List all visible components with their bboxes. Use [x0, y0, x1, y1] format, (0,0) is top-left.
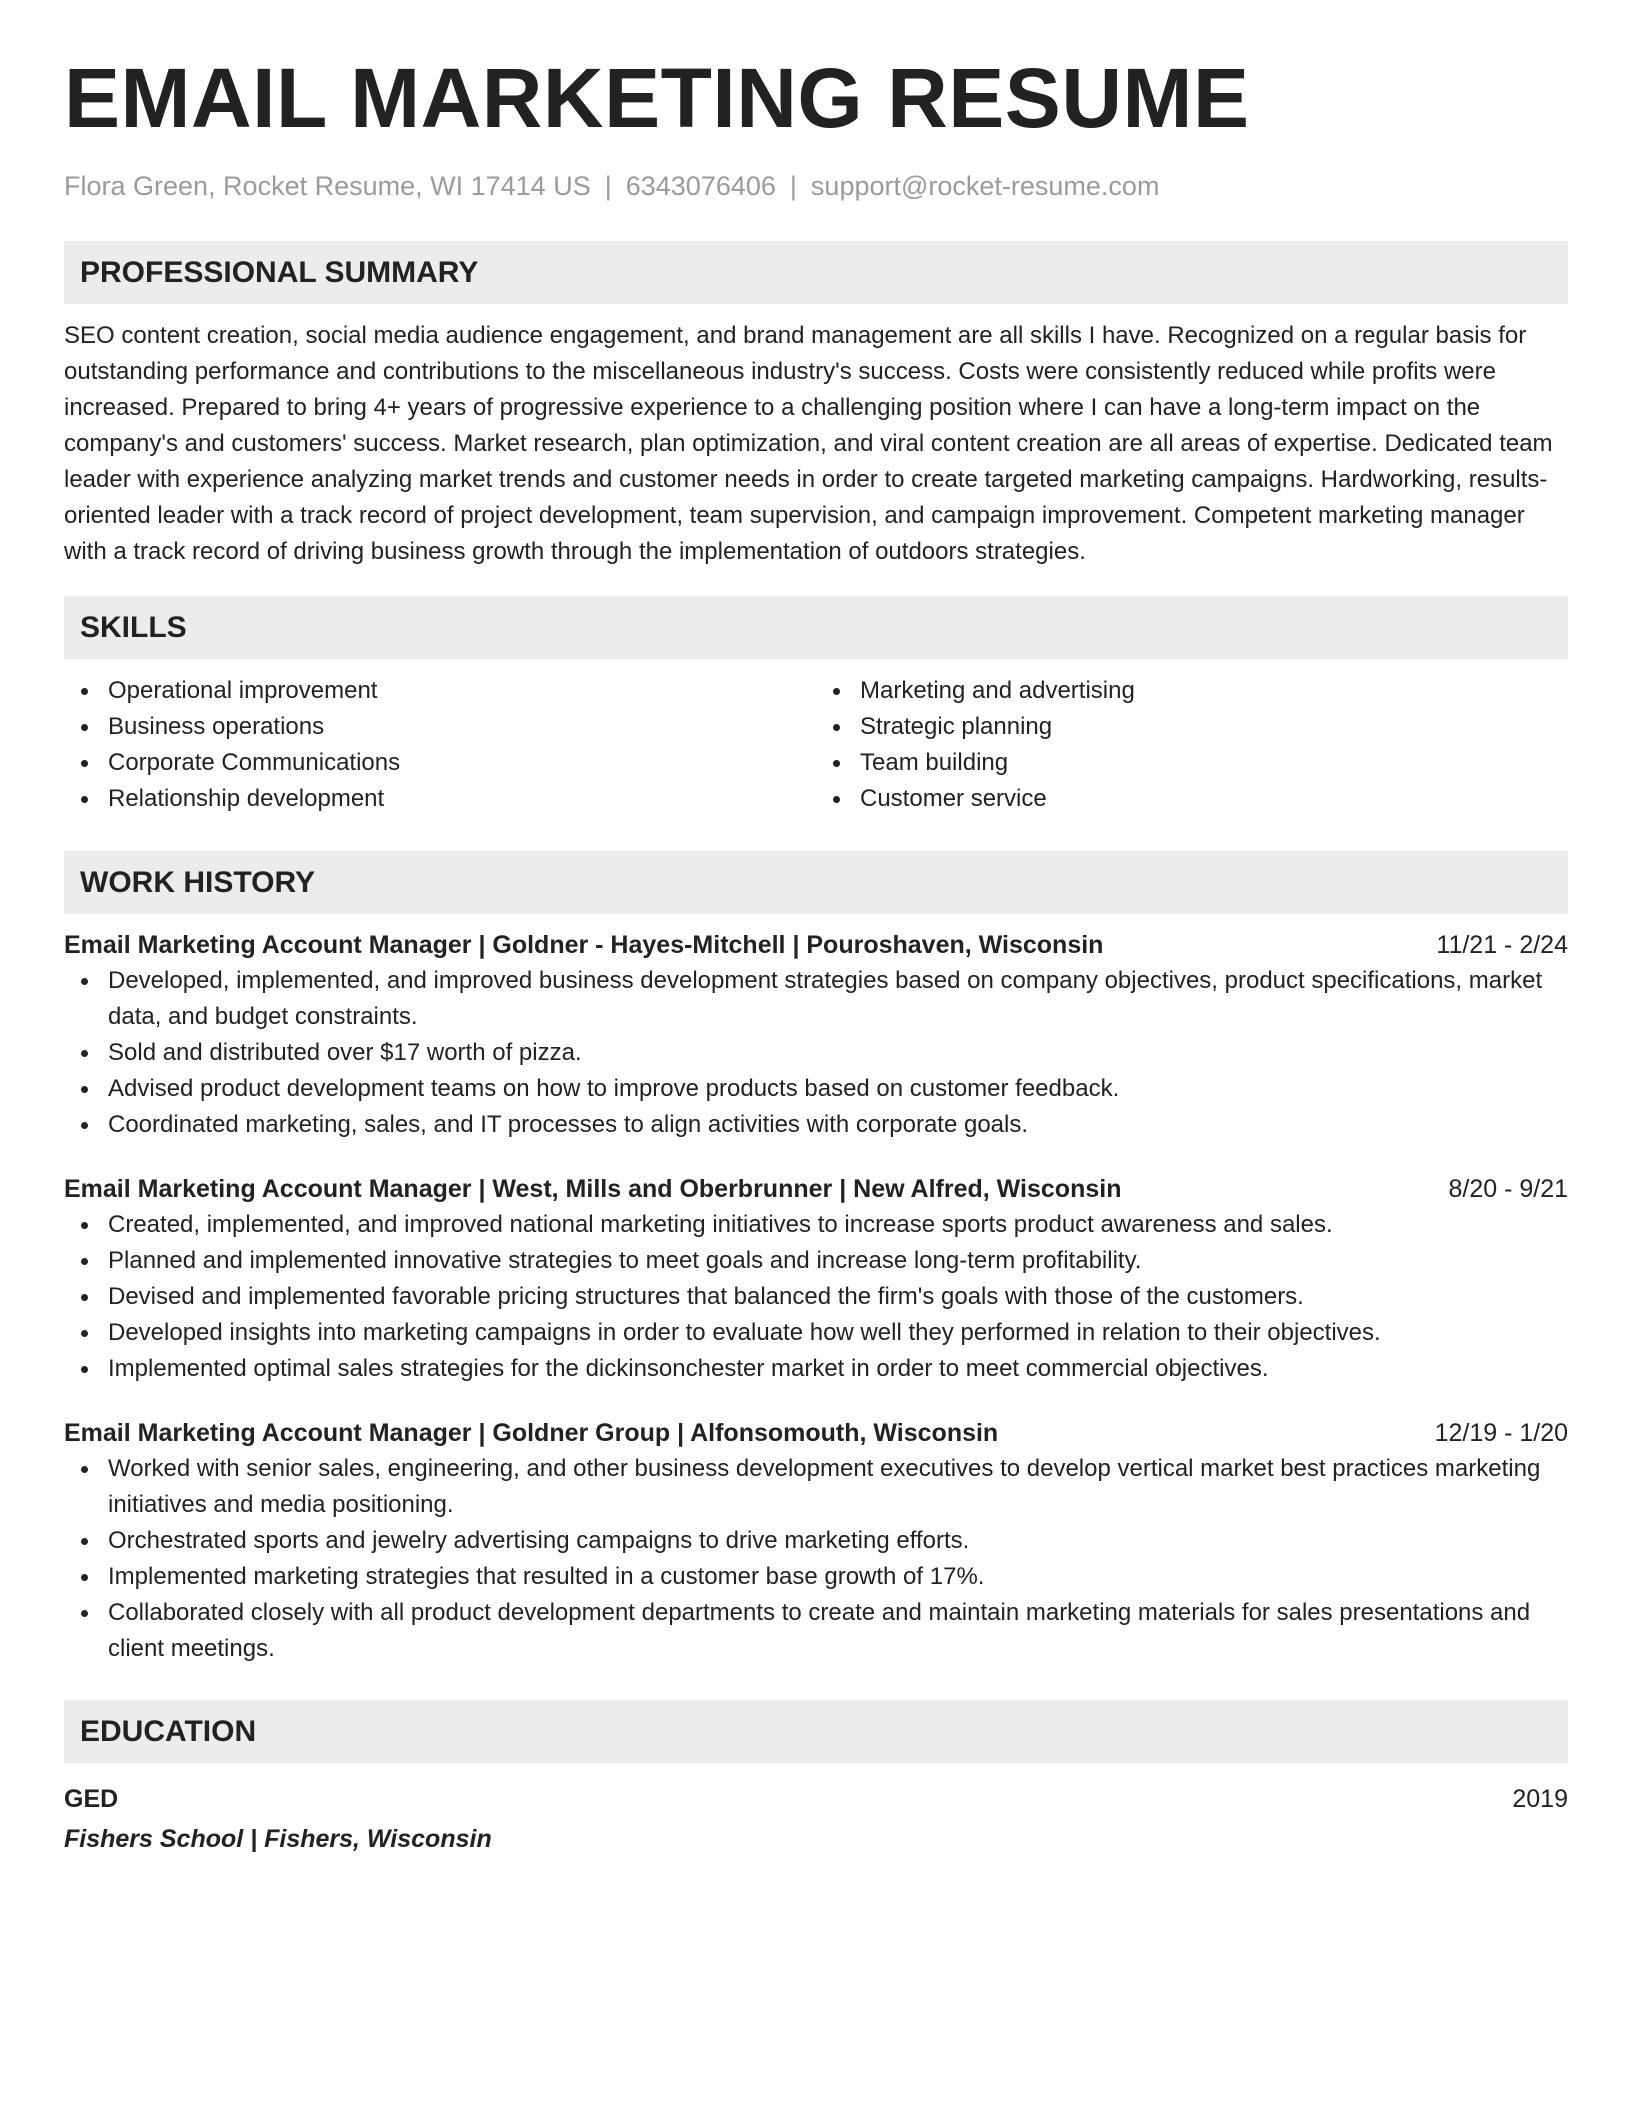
education-year: 2019	[1512, 1785, 1568, 1814]
job-title: Email Marketing Account Manager | Goldner Group | Alfonsomouth, Wisconsin	[64, 1419, 999, 1448]
contact-address: Flora Green, Rocket Resume, WI 17414 US	[64, 171, 591, 201]
skill-item: Marketing and advertising	[860, 673, 1568, 709]
skill-item: Relationship development	[108, 781, 816, 817]
section-header-skills: SKILLS	[64, 596, 1568, 659]
job-bullet: Developed insights into marketing campaigns in order to evaluate how well they performed in relation to their objectives.	[108, 1315, 1568, 1351]
skill-item: Operational improvement	[108, 673, 816, 709]
job-bullet: Collaborated closely with all product development departments to create and maintain marketing materials for sales presentations and client meetings.	[108, 1595, 1568, 1667]
job-bullets	[64, 963, 1568, 1143]
skill-item: Customer service	[860, 781, 1568, 817]
job-bullet: Planned and implemented innovative strategies to meet goals and increase long-term profitability.	[108, 1243, 1568, 1279]
job-bullet: Advised product development teams on how to improve products based on customer feedback.	[108, 1071, 1568, 1107]
contact-separator: |	[604, 171, 612, 201]
job-bullet: Orchestrated sports and jewelry advertising campaigns to drive marketing efforts.	[108, 1523, 1568, 1559]
job-date: 11/21 - 2/24	[1436, 931, 1568, 960]
job-header	[64, 927, 1568, 963]
job-bullet: Implemented marketing strategies that resulted in a customer base growth of 17%.	[108, 1559, 1568, 1595]
job-bullets	[64, 1207, 1568, 1387]
skills-column-right	[816, 673, 1568, 817]
job-bullet: Coordinated marketing, sales, and IT processes to align activities with corporate goals.	[108, 1107, 1568, 1143]
contact-line	[64, 170, 1568, 202]
job-bullet: Sold and distributed over $17 worth of pizza.	[108, 1035, 1568, 1071]
job-entry	[64, 1415, 1568, 1667]
job-entry	[64, 927, 1568, 1143]
job-title: Email Marketing Account Manager | Goldner - Hayes-Mitchell | Pouroshaven, Wisconsin	[64, 931, 1104, 960]
job-bullet: Created, implemented, and improved national marketing initiatives to increase sports product awareness and sales.	[108, 1207, 1568, 1243]
skill-item: Team building	[860, 745, 1568, 781]
skill-item: Business operations	[108, 709, 816, 745]
job-entry	[64, 1171, 1568, 1387]
skills-column-left	[64, 673, 816, 817]
job-title: Email Marketing Account Manager | West, Mills and Oberbrunner | New Alfred, Wisconsin	[64, 1175, 1122, 1204]
contact-separator: |	[789, 171, 797, 201]
education-school: Fishers School | Fishers, Wisconsin	[64, 1825, 492, 1854]
skills-list	[64, 673, 1568, 817]
job-header	[64, 1415, 1568, 1451]
job-bullet: Devised and implemented favorable pricing structures that balanced the firm's goals with those of the customers.	[108, 1279, 1568, 1315]
job-header	[64, 1171, 1568, 1207]
job-date: 12/19 - 1/20	[1434, 1419, 1568, 1448]
job-date: 8/20 - 9/21	[1448, 1175, 1568, 1204]
section-header-summary: PROFESSIONAL SUMMARY	[64, 241, 1568, 304]
contact-phone: 6343076406	[625, 171, 776, 201]
job-bullet: Worked with senior sales, engineering, and other business development executives to develop vertical market best practices marketing initiatives and media positioning.	[108, 1451, 1568, 1523]
education-header	[64, 1781, 1568, 1817]
section-header-work: WORK HISTORY	[64, 851, 1568, 914]
section-header-education: EDUCATION	[64, 1700, 1568, 1763]
summary-paragraph: SEO content creation, social media audience engagement, and brand management are all skills I have. Recognized on a regular basis for outstanding performance and contributions to the miscellaneous industry's success. Costs were consistently reduced while profits were increased. Prepared to bring 4+ years of progressive experience to a challenging position where I can have a long-term impact on the company's and customers' success. Market research, plan optimization, and viral content creation are all areas of expertise. Dedicated team leader with experience analyzing market trends and customer needs in order to create targeted marketing campaigns. Hardworking, results-oriented leader with a track record of project development, team supervision, and campaign improvement. Competent marketing manager with a track record of driving business growth through the implementation of outdoors strategies.	[64, 322, 1553, 566]
education-entry	[64, 1781, 1568, 1857]
job-bullet: Developed, implemented, and improved business development strategies based on company objectives, product specifications, market data, and budget constraints.	[108, 963, 1568, 1035]
contact-email: support@rocket-resume.com	[810, 171, 1160, 201]
job-bullet: Implemented optimal sales strategies for the dickinsonchester market in order to meet commercial objectives.	[108, 1351, 1568, 1387]
skill-item: Corporate Communications	[108, 745, 816, 781]
job-bullets	[64, 1451, 1568, 1667]
skill-item: Strategic planning	[860, 709, 1568, 745]
resume-title: EMAIL MARKETING RESUME	[64, 51, 1250, 145]
education-degree: GED	[64, 1785, 119, 1814]
